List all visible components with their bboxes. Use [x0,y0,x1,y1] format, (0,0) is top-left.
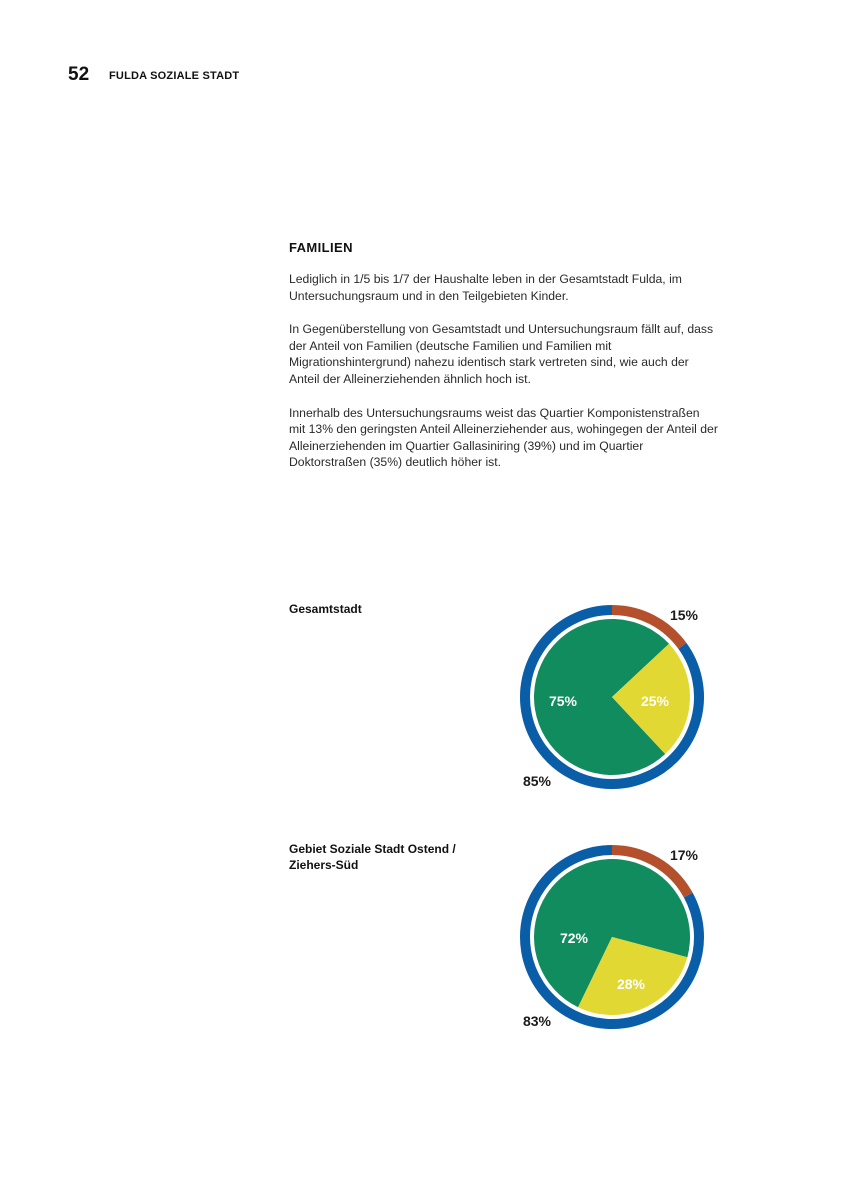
section-heading: FAMILIEN [289,240,353,255]
paragraph-2: In Gegenüberstellung von Gesamtstadt und Untersuchungsraum fällt auf, dass der Anteil von Familien (deutsche Familien und Familien mit Migrationshintergrund) nahezu identisch stark vertreten sind, wie auch der Anteil der Alleinerziehenden ähnlich hoch ist. [289,322,714,386]
data-label-inner-minor: 25% [640,693,670,709]
data-label-inner-minor: 28% [616,976,646,992]
paragraph-1: Lediglich in 1/5 bis 1/7 der Haushalte leben in der Gesamtstadt Fulda, im Untersuchungsraum und in den Teilgebieten Kinder. [289,272,682,303]
chart-title-ostend: Gebiet Soziale Stadt Ostend / Ziehers-Süd [289,842,456,872]
data-label-outer-main: 85% [522,773,552,789]
chart-title-gesamtstadt: Gesamtstadt [289,602,362,616]
familien-section [289,240,719,488]
pie-chart-ostend [520,845,704,1029]
data-label-outer-minor: 15% [669,607,699,623]
page-number: 52 [68,64,90,85]
data-label-inner-main: 75% [548,693,578,709]
data-label-inner-main: 72% [559,930,589,946]
pie-chart-gesamtstadt [520,605,704,789]
paragraph-3: Innerhalb des Untersuchungsraums weist das Quartier Komponistenstraßen mit 13% den geringsten Anteil Alleinerziehender aus, wohingegen der Anteil der Alleinerziehenden im Quartier Gallasiniring (39%) und im Quartier Doktorstraßen (35%) deutlich höher ist. [289,405,718,470]
data-label-outer-main: 83% [522,1013,552,1029]
running-title: FULDA SOZIALE STADT [109,70,240,82]
data-label-outer-minor: 17% [669,847,699,863]
